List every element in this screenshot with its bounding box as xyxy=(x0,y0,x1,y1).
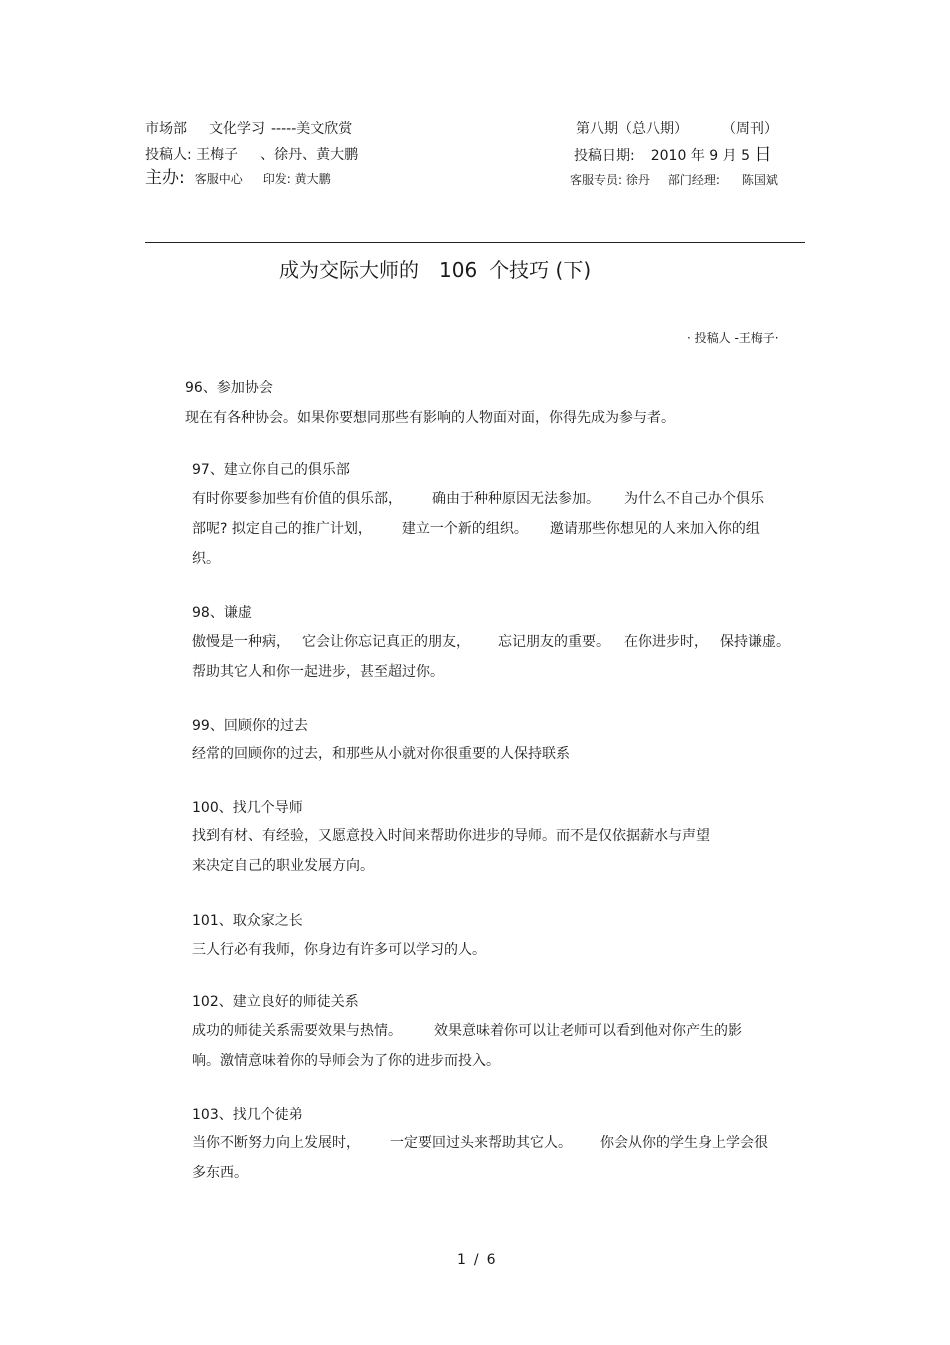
item-body-97 xyxy=(192,484,764,574)
submit-date-year: 2010 xyxy=(650,148,687,164)
submit-date-label: 投稿日期: xyxy=(574,148,635,164)
body-line: 经常的回顾你的过去，和那些从小就对你很重要的人保持联系 xyxy=(192,746,570,762)
article-title-part-2: 个技巧 (下) xyxy=(489,258,592,282)
body-line: 响。激情意味着你的导师会为了你的进步而投入。 xyxy=(192,1053,500,1069)
header-organizer-line xyxy=(145,169,331,188)
body-line: 多东西。 xyxy=(192,1165,248,1181)
item-title-97: 97、建立你自己的俱乐部 xyxy=(192,462,350,478)
item-body-99 xyxy=(192,739,570,769)
submit-date-day-unit: 日 xyxy=(754,145,772,165)
header-divider xyxy=(145,242,805,243)
issue-number: 第八期（总八期） xyxy=(576,121,688,137)
header-staff-line xyxy=(570,171,778,189)
body-line: 帮助其它人和你一起进步，甚至超过你。 xyxy=(192,664,444,680)
body-line: 成功的师徒关系需要效果与热情。 效果意味着你可以让老师可以看到他对你产生的影 xyxy=(192,1023,742,1039)
page-separator: / xyxy=(473,1252,479,1268)
header-submit-date-line xyxy=(574,146,771,165)
item-body-98 xyxy=(192,627,790,687)
item-title-101: 101、取众家之长 xyxy=(192,913,303,929)
column-subtitle: -----美文欣赏 xyxy=(271,121,353,137)
article-author: · 投稿人 -王梅子· xyxy=(687,331,779,345)
item-body-96 xyxy=(185,403,675,433)
header-contributors-line xyxy=(145,146,358,164)
item-body-102 xyxy=(192,1016,742,1076)
item-body-100 xyxy=(192,821,710,881)
contributors-primary: 投稿人: 王梅子 xyxy=(145,147,239,163)
column-name: 文化学习 xyxy=(209,121,265,137)
service-specialist: 客服专员: 徐丹 xyxy=(570,173,650,187)
body-line: 有时你要参加些有价值的俱乐部， 确由于种种原因无法参加。 为什么不自己办个俱乐 xyxy=(192,491,764,507)
submit-date-month: 9 xyxy=(709,148,719,164)
manager-name: 陈国斌 xyxy=(741,173,778,187)
submit-date-day: 5 xyxy=(741,148,751,164)
body-line: 来决定自己的职业发展方向。 xyxy=(192,858,374,874)
article-title xyxy=(279,257,591,283)
article-title-number: 106 xyxy=(439,258,478,282)
body-line: 部呢? 拟定自己的推广计划， 建立一个新的组织。 邀请那些你想见的人来加入你的组 xyxy=(192,521,760,537)
item-title-103: 103、找几个徒弟 xyxy=(192,1107,303,1123)
item-title-98: 98、谦虚 xyxy=(192,605,252,621)
body-line: 织。 xyxy=(192,551,220,567)
organizer: 客服中心 xyxy=(194,172,243,186)
item-body-101 xyxy=(192,935,486,965)
submit-date-year-unit: 年 xyxy=(690,148,705,164)
item-title-96: 96、参加协会 xyxy=(185,380,273,396)
manager-label: 部门经理: xyxy=(667,173,720,187)
page-number xyxy=(457,1252,496,1268)
submit-date-month-unit: 月 xyxy=(722,148,737,164)
department: 市场部 xyxy=(145,121,187,137)
issue-frequency: （周刊） xyxy=(722,121,778,137)
body-line: 三人行必有我师，你身边有许多可以学习的人。 xyxy=(192,942,486,958)
current-page: 1 xyxy=(457,1252,466,1268)
organizer-label: 主办: xyxy=(145,168,185,188)
printed-by: 印发: 黄大鹏 xyxy=(262,172,331,186)
header-issue-line xyxy=(576,120,778,138)
body-line: 现在有各种协会。如果你要想同那些有影响的人物面对面，你得先成为参与者。 xyxy=(185,410,675,426)
total-pages: 6 xyxy=(486,1252,496,1268)
item-title-99: 99、回顾你的过去 xyxy=(192,718,308,734)
header-department-line xyxy=(145,120,352,138)
body-line: 傲慢是一种病， 它会让你忘记真正的朋友， 忘记朋友的重要。 在你进步时， 保持谦虚。 xyxy=(192,634,790,650)
article-title-part-1: 成为交际大师的 xyxy=(279,258,419,282)
item-title-100: 100、找几个导师 xyxy=(192,800,303,816)
contributors-others: 、徐丹、黄大鹏 xyxy=(260,147,359,163)
item-body-103 xyxy=(192,1128,768,1188)
body-line: 当你不断努力向上发展时， 一定要回过头来帮助其它人。 你会从你的学生身上学会很 xyxy=(192,1135,768,1151)
body-line: 找到有材、有经验，又愿意投入时间来帮助你进步的导师。而不是仅依据薪水与声望 xyxy=(192,828,710,844)
item-title-102: 102、建立良好的师徒关系 xyxy=(192,994,359,1010)
